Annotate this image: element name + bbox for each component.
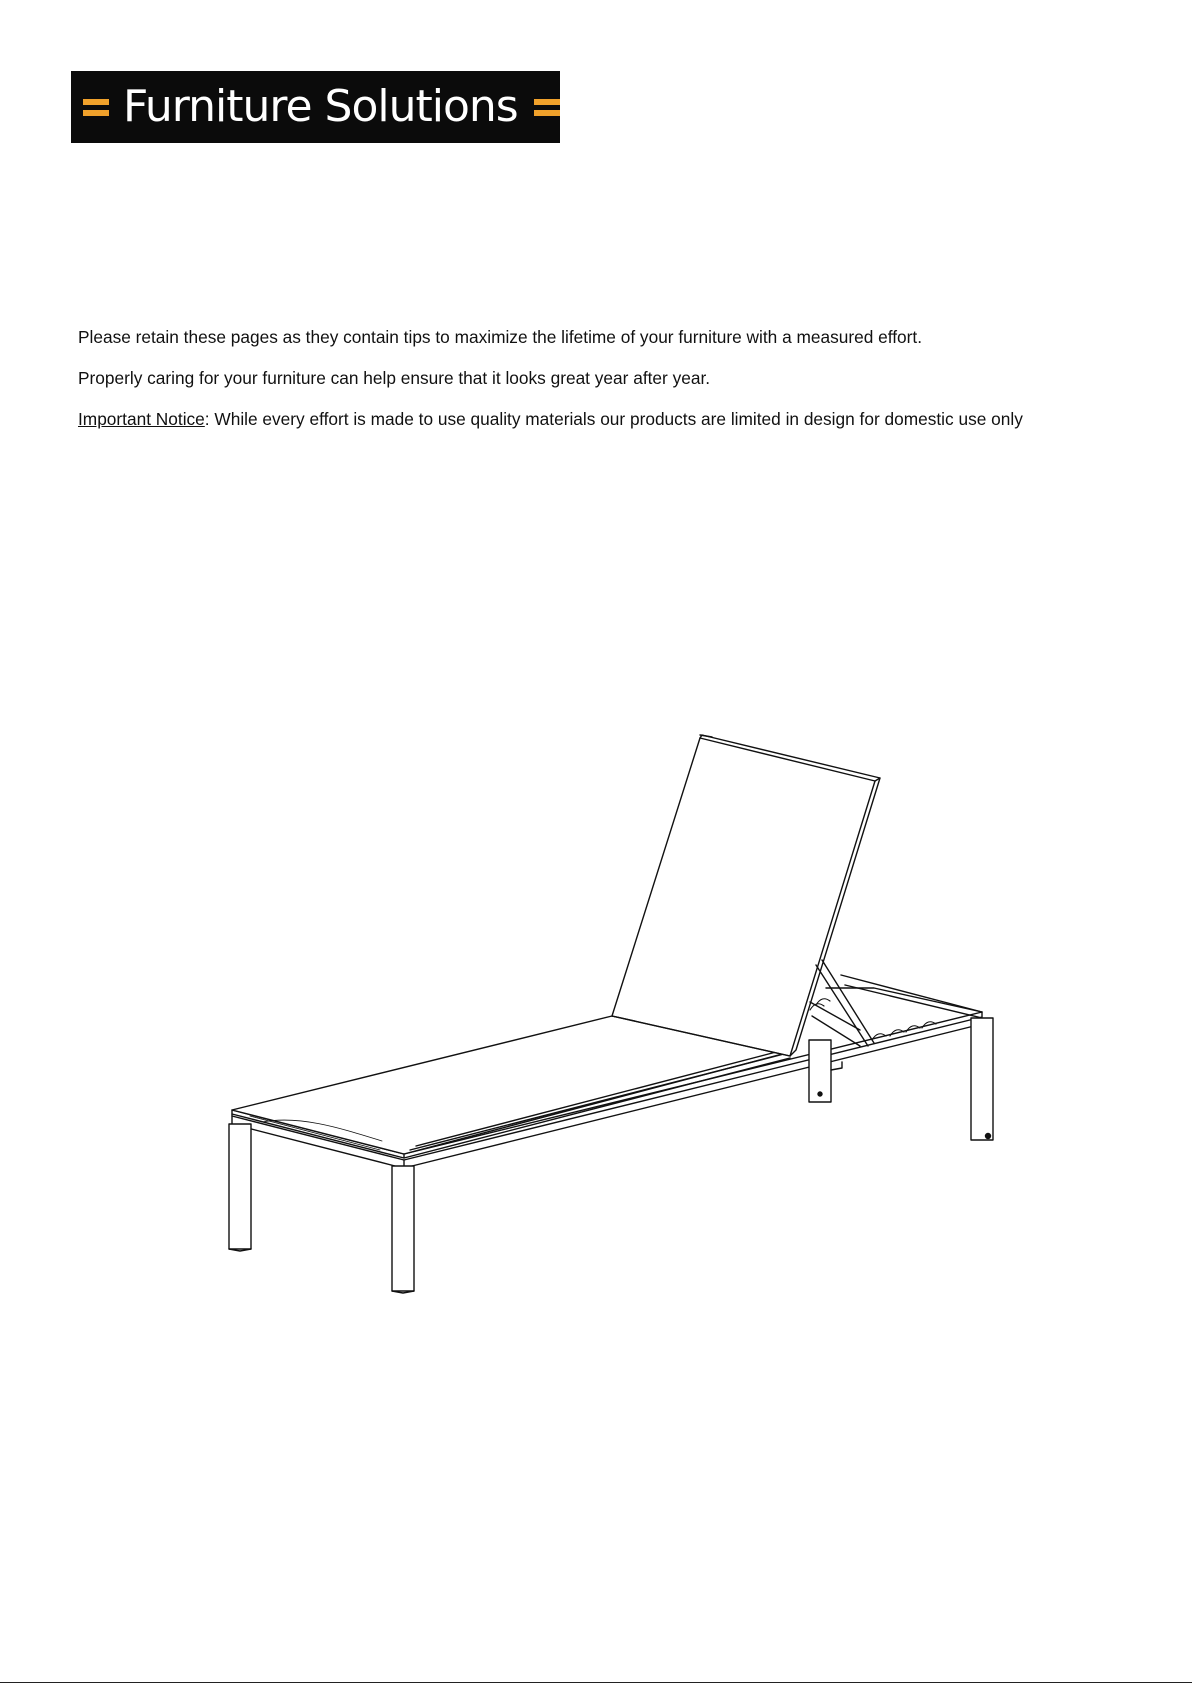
equals-icon xyxy=(83,97,109,117)
retain-note: Please retain these pages as they contain tips to maximize the lifetime of your furniture with a measured effort. xyxy=(78,327,923,347)
brand-logo xyxy=(71,71,560,143)
care-note: Properly caring for your furniture can help ensure that it looks great year after year. xyxy=(78,368,711,388)
notice-text: : While every effort is made to use quality materials our products are limited in design for domestic use only xyxy=(204,409,1023,429)
important-notice xyxy=(78,408,1158,430)
brand-name: Furniture Solutions xyxy=(123,81,518,132)
care-notes xyxy=(78,326,1158,449)
equals-icon xyxy=(534,97,560,117)
sun-lounger-illustration xyxy=(0,720,1192,1320)
notice-label: Important Notice xyxy=(78,409,205,429)
page-footer-rule xyxy=(0,1682,1192,1683)
